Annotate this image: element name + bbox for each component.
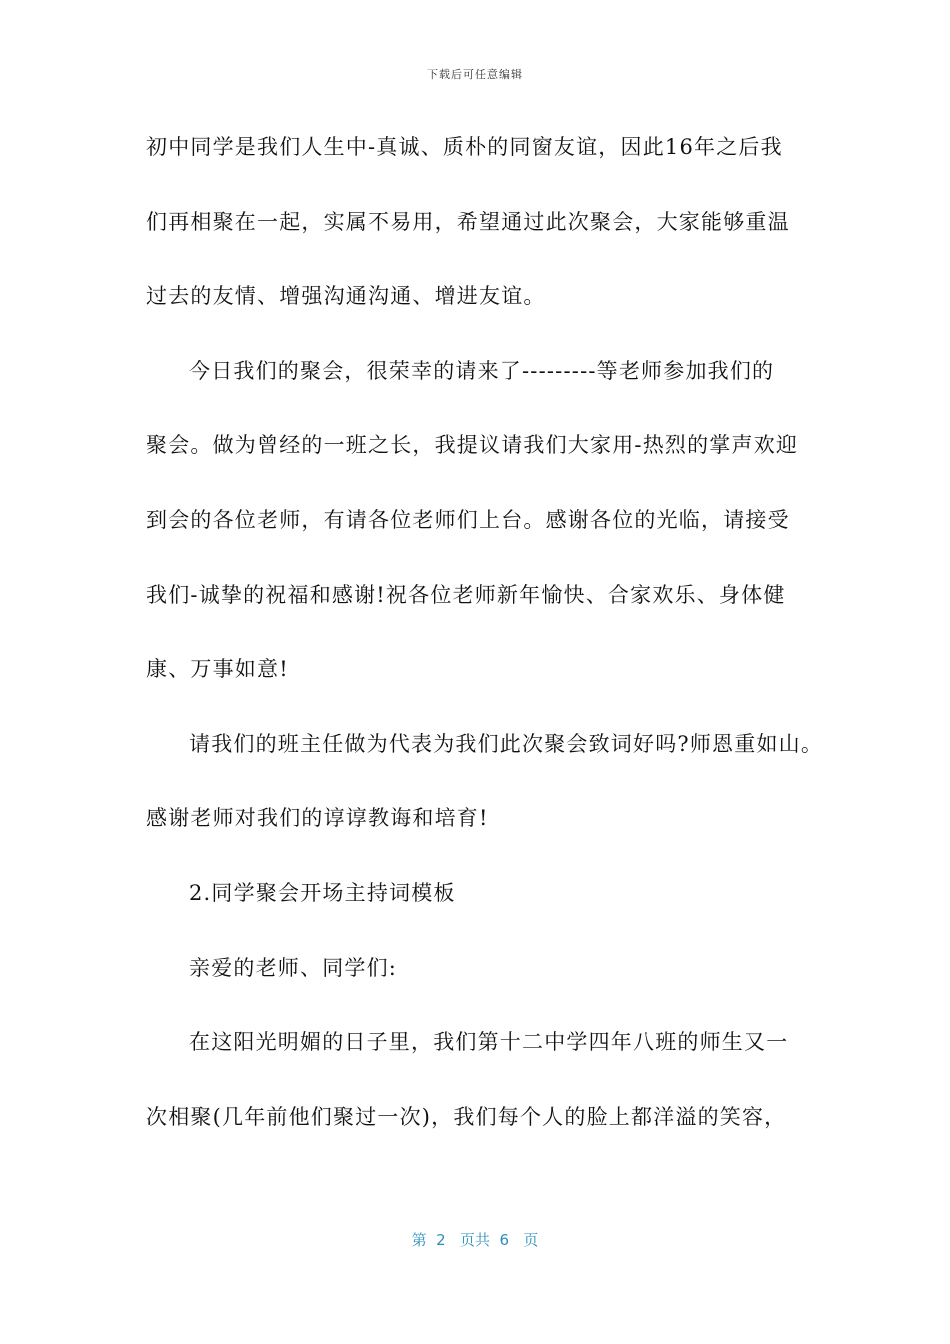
page-number-footer: 第 2 页共 6 页 bbox=[411, 1231, 539, 1249]
text-line: 请我们的班主任做为代表为我们此次聚会致词好吗?师恩重如山。 bbox=[189, 731, 824, 756]
salutation: 亲爱的老师、同学们: bbox=[189, 955, 398, 980]
text-line: 到会的各位老师，有请各位老师们上台。感谢各位的光临，请接受 bbox=[146, 507, 790, 532]
text-line: 在这阳光明媚的日子里，我们第十二中学四年八班的师生又一 bbox=[189, 1030, 789, 1055]
text-line: 感谢老师对我们的谆谆教诲和培育! bbox=[146, 806, 489, 831]
text-line: 我们-诚挚的祝福和感谢!祝各位老师新年愉快、合家欢乐、身体健 bbox=[146, 582, 786, 607]
document-body bbox=[146, 130, 826, 1174]
page-header: 下载后可任意编辑 bbox=[427, 68, 523, 81]
text-line: 聚会。做为曾经的一班之长，我提议请我们大家用-热烈的掌声欢迎 bbox=[146, 433, 799, 458]
text-line: 今日我们的聚会，很荣幸的请来了---------等老师参加我们的 bbox=[189, 358, 775, 383]
text-line: 初中同学是我们人生中-真诚、质朴的同窗友谊，因此16年之后我 bbox=[146, 135, 783, 159]
text-line: 康、万事如意! bbox=[146, 657, 289, 682]
text-line: 次相聚(几年前他们聚过一次)，我们每个人的脸上都洋溢的笑容， bbox=[146, 1104, 787, 1129]
section-heading: 2.同学聚会开场主持词模板 bbox=[189, 880, 456, 905]
text-line: 们再相聚在一起，实属不易用，希望通过此次聚会，大家能够重温 bbox=[146, 209, 790, 234]
text-line: 过去的友情、增强沟通沟通、增进友谊。 bbox=[146, 284, 546, 309]
